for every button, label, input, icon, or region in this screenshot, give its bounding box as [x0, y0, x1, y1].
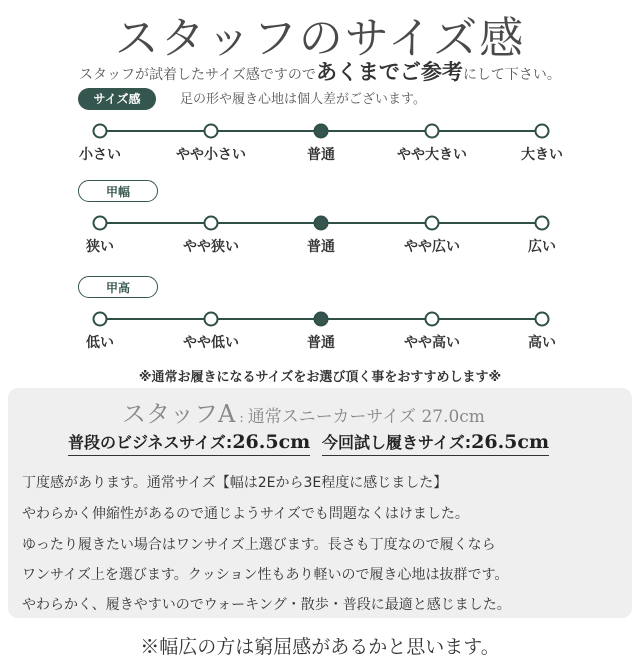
scale-dot	[204, 312, 219, 327]
individual-difference-note: 足の形や履き心地は個人差がございます。	[180, 92, 426, 107]
scale-label: やや狭い	[183, 239, 239, 255]
scale-label: やや低い	[183, 335, 239, 351]
recommendation-text: ※通常お履きになるサイズをお選び頂く事をおすすめします※	[138, 370, 502, 385]
scale-label: やや広い	[404, 239, 460, 255]
scale-label: 高い	[528, 335, 556, 351]
trial-size	[322, 430, 549, 456]
intro-suffix: にして下さい。	[462, 67, 561, 83]
staff-comment-line: ワンサイズ上を選びます。クッション性もあり軽いので履き心地は抜群です。	[22, 567, 509, 583]
scale-label: やや小さい	[176, 147, 246, 163]
intro-emphasis: あくまでご参考	[315, 59, 463, 84]
intro-text	[0, 56, 640, 86]
scale-label: 普通	[307, 147, 335, 163]
scale-dot-selected	[314, 124, 329, 139]
staff-name: スタッフA	[122, 400, 236, 428]
scale-dot	[535, 124, 550, 139]
scale-label: 低い	[86, 335, 114, 351]
badge-size-feel: サイズ感	[78, 88, 156, 110]
scale-dot	[425, 124, 440, 139]
staff-usual-size: 通常スニーカーサイズ 27.0cm	[247, 407, 485, 427]
intro-prefix: スタッフが試着したサイズ感ですので	[79, 67, 316, 83]
scale-label: 広い	[528, 239, 556, 255]
staff-header	[122, 394, 485, 429]
scale-dot	[425, 312, 440, 327]
scale-label: やや大きい	[397, 147, 467, 163]
staff-comment-line: やわらかく伸縮性があるので通じようサイズでも問題なくはけました。	[22, 506, 469, 522]
scale-dot	[93, 124, 108, 139]
scale-dot-selected	[314, 312, 329, 327]
business-size-label: 普段のビジネスサイズ:	[68, 433, 233, 452]
scale-label: 小さい	[79, 147, 121, 163]
page-title: スタッフのサイズ感	[114, 13, 526, 64]
staff-comment-line: 丁度感があります。通常サイズ【幅は2Eから3E程度に感じました】	[22, 475, 448, 491]
scale-label: 普通	[307, 335, 335, 351]
scale-label: 普通	[307, 239, 335, 255]
trial-size-value: 26.5cm	[471, 431, 550, 453]
staff-comment-line: やわらかく、履きやすいのでウォーキング・散歩・普段に最適と感じました。	[22, 597, 511, 613]
wide-foot-warning: ※幅広の方は窮屈感があるかと思います。	[140, 636, 500, 658]
scale-dot	[425, 216, 440, 231]
scale-label: 大きい	[521, 147, 563, 163]
scale-dot	[93, 216, 108, 231]
scale-dot	[204, 124, 219, 139]
scale-dot	[204, 216, 219, 231]
scale-label: 狭い	[86, 239, 114, 255]
business-size	[68, 430, 310, 456]
scale-dot-selected	[314, 216, 329, 231]
scale-dot	[535, 216, 550, 231]
staff-comment-line: ゆったり履きたい場合はワンサイズ上選びます。長さも丁度なので履くなら	[22, 537, 496, 553]
business-size-value: 26.5cm	[232, 431, 311, 453]
badge-instep-height: 甲高	[78, 276, 158, 298]
staff-separator: :	[239, 411, 244, 426]
scale-dot	[535, 312, 550, 327]
badge-instep-width: 甲幅	[78, 180, 158, 202]
scale-label: やや高い	[404, 335, 460, 351]
trial-size-label: 今回試し履きサイズ:	[322, 433, 472, 452]
scale-dot	[93, 312, 108, 327]
